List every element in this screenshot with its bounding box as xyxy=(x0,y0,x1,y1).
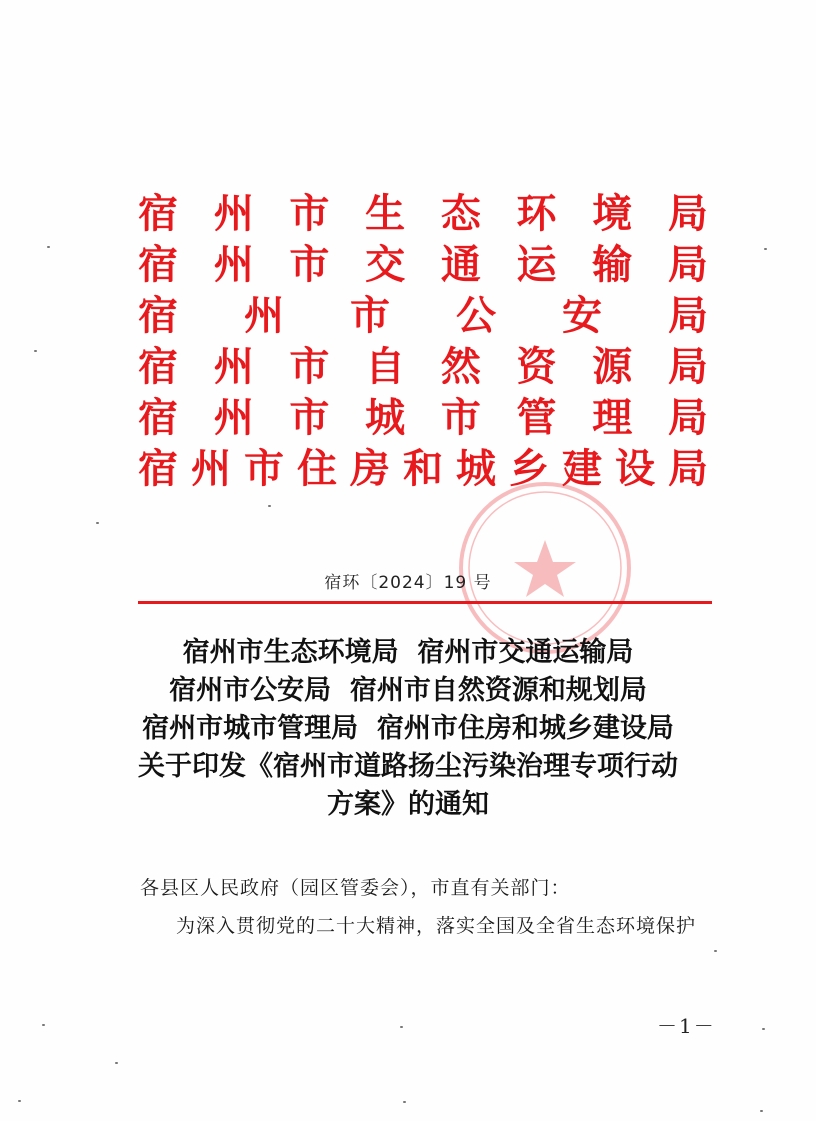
masthead-line-transport: 宿 州 市 交 通 运 输 局 xyxy=(138,241,708,288)
scan-speck xyxy=(18,1100,21,1102)
scan-speck xyxy=(403,1101,406,1103)
scan-speck xyxy=(760,1110,763,1112)
masthead-line-natural-resources: 宿 州 市 自 然 资 源 局 xyxy=(138,343,708,390)
title-line: 宿州市城市管理局 宿州市住房和城乡建设局 xyxy=(142,713,674,744)
salutation: 各县区人民政府（园区管委会），市直有关部门： xyxy=(140,877,571,899)
title-line: 方案》的通知 xyxy=(327,789,489,820)
scan-speck xyxy=(762,1028,765,1030)
page-number: －1－ xyxy=(657,1014,716,1038)
title-line: 宿州市公安局 宿州市自然资源和规划局 xyxy=(169,675,647,706)
scan-speck xyxy=(42,1024,45,1026)
masthead-line-ecology: 宿 州 市 生 态 环 境 局 xyxy=(138,190,708,237)
body-paragraph: 为深入贯彻党的二十大精神，落实全国及全省生态环境保护 xyxy=(176,915,697,937)
masthead-line-police: 宿 州 市 公 安 局 xyxy=(138,292,708,339)
title-line: 宿州市生态环境局 宿州市交通运输局 xyxy=(182,637,634,668)
masthead-line-housing: 宿 州 市 住 房 和 城 乡 建 设 局 xyxy=(138,445,708,492)
issuing-agencies-masthead xyxy=(138,188,708,494)
scan-speck xyxy=(96,522,99,524)
title-line: 关于印发《宿州市道路扬尘污染治理专项行动 xyxy=(138,751,678,782)
scan-speck xyxy=(268,505,271,507)
notice-title xyxy=(0,634,816,824)
masthead-line-urban-management: 宿 州 市 城 市 管 理 局 xyxy=(138,394,708,441)
scan-speck xyxy=(764,248,767,250)
scan-speck xyxy=(714,950,717,952)
scan-speck xyxy=(34,350,37,352)
document-number: 宿环〔2024〕19 号 xyxy=(324,573,492,593)
scan-speck xyxy=(115,1062,118,1064)
scan-speck xyxy=(400,1026,403,1028)
scan-speck xyxy=(47,246,50,248)
red-divider-line xyxy=(138,601,712,604)
